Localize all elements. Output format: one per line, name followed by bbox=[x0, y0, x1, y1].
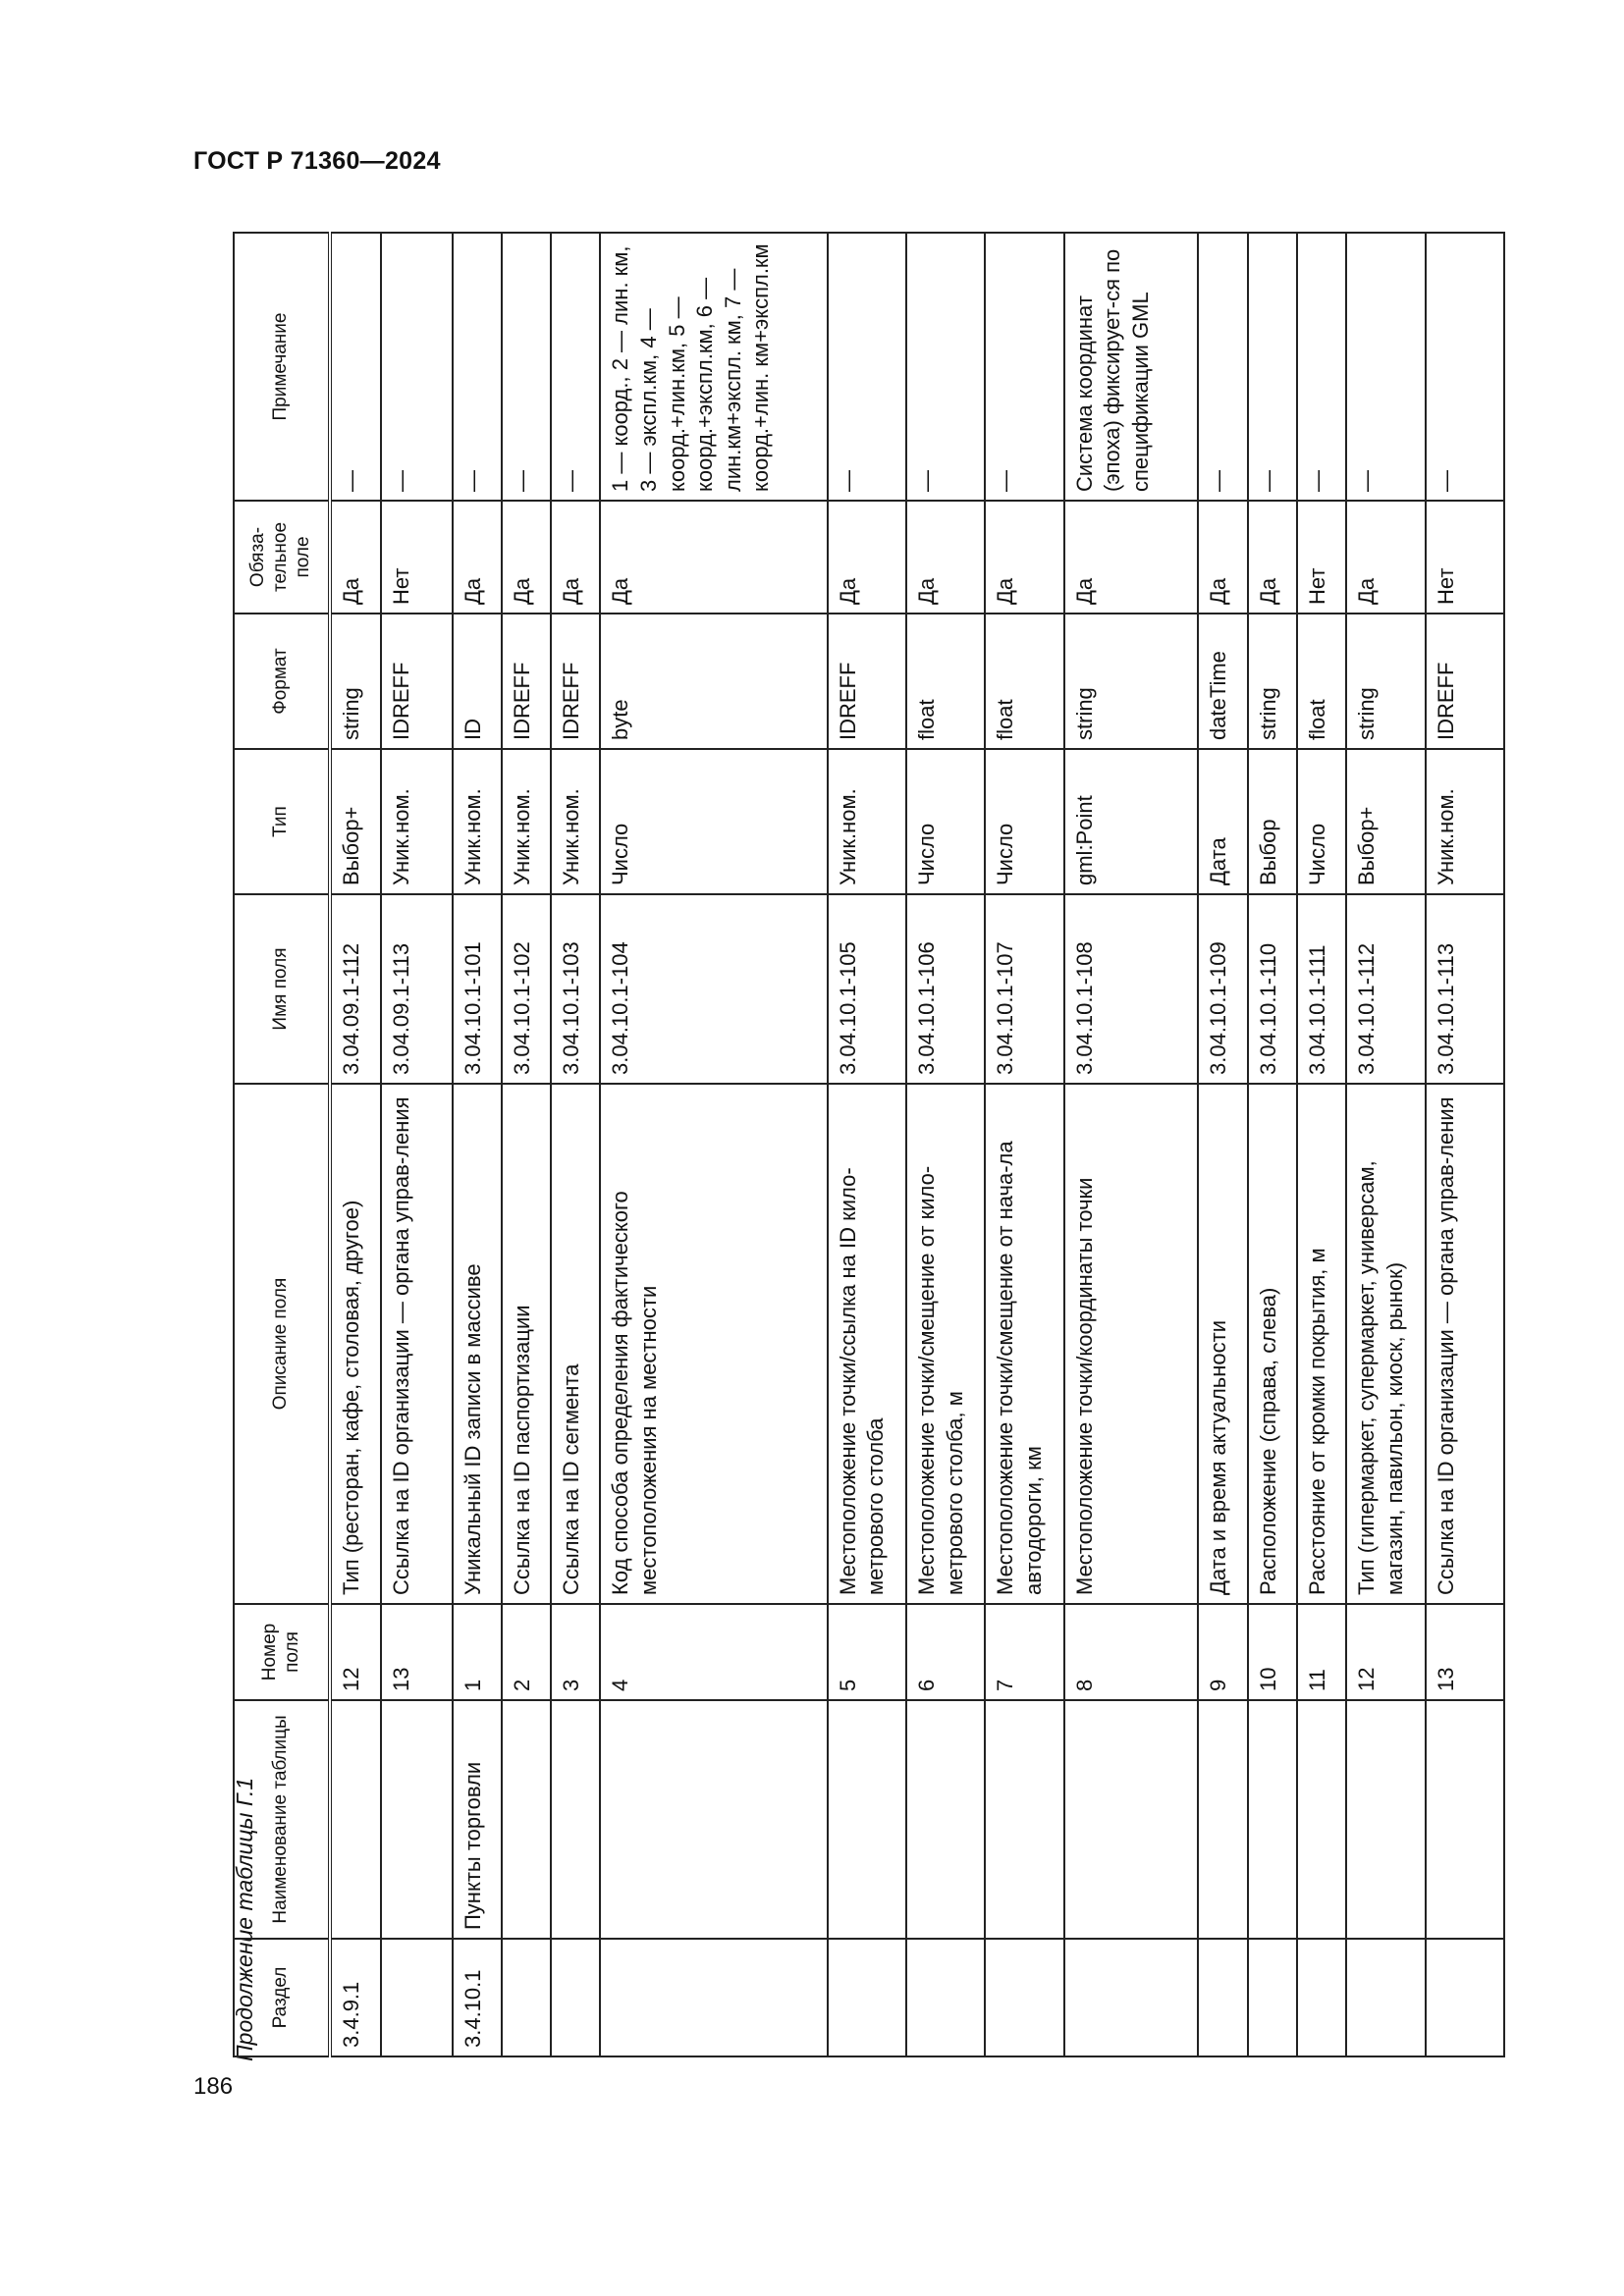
cell-description: Уникальный ID записи в массиве bbox=[453, 1084, 502, 1604]
cell-format: string bbox=[1064, 614, 1199, 749]
cell-section bbox=[381, 1939, 452, 2056]
cell-type: Уник.ном. bbox=[381, 749, 452, 894]
col-header-type: Тип bbox=[234, 749, 330, 894]
cell-table-name bbox=[1426, 1700, 1505, 1939]
cell-section: 3.4.9.1 bbox=[330, 1939, 381, 2056]
cell-field-name: 3.04.10.1-113 bbox=[1426, 894, 1505, 1084]
cell-description: Тип (ресторан, кафе, столовая, другое) bbox=[330, 1084, 381, 1604]
cell-type: Уник.ном. bbox=[551, 749, 600, 894]
cell-required: Да bbox=[502, 501, 551, 614]
page-number: 186 bbox=[193, 2073, 234, 2100]
cell-type: Число bbox=[1297, 749, 1346, 894]
cell-field-number: 9 bbox=[1198, 1604, 1247, 1700]
cell-section bbox=[906, 1939, 985, 2056]
cell-format: byte bbox=[600, 614, 827, 749]
cell-note: — bbox=[906, 233, 985, 501]
cell-section: 3.4.10.1 bbox=[453, 1939, 502, 2056]
cell-note: — bbox=[1346, 233, 1425, 501]
cell-note: — bbox=[1426, 233, 1505, 501]
cell-note: — bbox=[985, 233, 1063, 501]
cell-required: Да bbox=[453, 501, 502, 614]
cell-note: — bbox=[1198, 233, 1247, 501]
cell-description: Дата и время актуальности bbox=[1198, 1084, 1247, 1604]
cell-format: float bbox=[985, 614, 1063, 749]
cell-section bbox=[1297, 1939, 1346, 2056]
cell-field-name: 3.04.10.1-109 bbox=[1198, 894, 1247, 1084]
table-row bbox=[1198, 233, 1247, 2056]
cell-description: Расположение (справа, слева) bbox=[1248, 1084, 1297, 1604]
cell-type: Число bbox=[600, 749, 827, 894]
cell-field-name: 3.04.10.1-112 bbox=[1346, 894, 1425, 1084]
cell-type: gml:Point bbox=[1064, 749, 1199, 894]
cell-field-number: 10 bbox=[1248, 1604, 1297, 1700]
cell-required: Нет bbox=[1426, 501, 1505, 614]
cell-type: Уник.ном. bbox=[502, 749, 551, 894]
cell-description: Ссылка на ID организации — органа управ-ления bbox=[381, 1084, 452, 1604]
table-row bbox=[906, 233, 985, 2056]
cell-description: Местоположение точки/смещение от нача-ла автодороги, км bbox=[985, 1084, 1063, 1604]
cell-required: Нет bbox=[1297, 501, 1346, 614]
cell-section bbox=[828, 1939, 906, 2056]
cell-field-name: 3.04.10.1-104 bbox=[600, 894, 827, 1084]
cell-section bbox=[1198, 1939, 1247, 2056]
cell-description: Расстояние от кромки покрытия, м bbox=[1297, 1084, 1346, 1604]
cell-field-number: 5 bbox=[828, 1604, 906, 1700]
table-body bbox=[330, 233, 1504, 2056]
table-row bbox=[985, 233, 1063, 2056]
cell-table-name bbox=[1248, 1700, 1297, 1939]
table-row bbox=[828, 233, 906, 2056]
cell-table-name bbox=[1198, 1700, 1247, 1939]
col-header-required: Обяза-тельное поле bbox=[234, 501, 330, 614]
cell-section bbox=[985, 1939, 1063, 2056]
cell-format: ID bbox=[453, 614, 502, 749]
cell-table-name bbox=[551, 1700, 600, 1939]
cell-table-name bbox=[381, 1700, 452, 1939]
cell-type: Уник.ном. bbox=[1426, 749, 1505, 894]
table-row bbox=[1064, 233, 1199, 2056]
cell-section bbox=[1064, 1939, 1199, 2056]
col-header-description: Описание поля bbox=[234, 1084, 330, 1604]
cell-note: — bbox=[828, 233, 906, 501]
cell-field-name: 3.04.09.1-113 bbox=[381, 894, 452, 1084]
cell-format: float bbox=[906, 614, 985, 749]
cell-table-name bbox=[906, 1700, 985, 1939]
cell-note: — bbox=[453, 233, 502, 501]
cell-field-name: 3.04.10.1-105 bbox=[828, 894, 906, 1084]
cell-description: Ссылка на ID сегмента bbox=[551, 1084, 600, 1604]
cell-format: IDREFF bbox=[551, 614, 600, 749]
cell-field-name: 3.04.09.1-112 bbox=[330, 894, 381, 1084]
cell-section bbox=[1426, 1939, 1505, 2056]
table-row bbox=[1346, 233, 1425, 2056]
cell-table-name: Пункты торговли bbox=[453, 1700, 502, 1939]
cell-field-number: 6 bbox=[906, 1604, 985, 1700]
cell-format: IDREFF bbox=[1426, 614, 1505, 749]
cell-type: Выбор bbox=[1248, 749, 1297, 894]
cell-type: Уник.ном. bbox=[828, 749, 906, 894]
spec-table bbox=[233, 232, 1505, 2057]
cell-required: Да bbox=[1198, 501, 1247, 614]
cell-table-name bbox=[330, 1700, 381, 1939]
cell-description: Ссылка на ID паспортизации bbox=[502, 1084, 551, 1604]
cell-note: — bbox=[330, 233, 381, 501]
cell-section bbox=[1248, 1939, 1297, 2056]
cell-description: Тип (гипермаркет, супермаркет, универсам, магазин, павильон, киоск, рынок) bbox=[1346, 1084, 1425, 1604]
table-row bbox=[381, 233, 452, 2056]
cell-field-name: 3.04.10.1-103 bbox=[551, 894, 600, 1084]
cell-type: Выбор+ bbox=[1346, 749, 1425, 894]
cell-field-number: 13 bbox=[381, 1604, 452, 1700]
cell-field-number: 13 bbox=[1426, 1604, 1505, 1700]
cell-format: string bbox=[330, 614, 381, 749]
table-row bbox=[1248, 233, 1297, 2056]
cell-description: Местоположение точки/координаты точки bbox=[1064, 1084, 1199, 1604]
cell-type: Уник.ном. bbox=[453, 749, 502, 894]
table-row bbox=[330, 233, 381, 2056]
cell-field-number: 11 bbox=[1297, 1604, 1346, 1700]
cell-format: string bbox=[1248, 614, 1297, 749]
col-header-section: Раздел bbox=[234, 1939, 330, 2056]
cell-description: Код способа определения фактического местоположения на местности bbox=[600, 1084, 827, 1604]
table-row bbox=[1426, 233, 1505, 2056]
cell-format: float bbox=[1297, 614, 1346, 749]
cell-table-name bbox=[1297, 1700, 1346, 1939]
col-header-note: Примечание bbox=[234, 233, 330, 501]
cell-table-name bbox=[828, 1700, 906, 1939]
document-header: ГОСТ Р 71360—2024 bbox=[193, 147, 441, 175]
cell-note: — bbox=[1248, 233, 1297, 501]
cell-note: — bbox=[1297, 233, 1346, 501]
table-row bbox=[600, 233, 827, 2056]
cell-field-name: 3.04.10.1-102 bbox=[502, 894, 551, 1084]
cell-field-name: 3.04.10.1-107 bbox=[985, 894, 1063, 1084]
cell-description: Местоположение точки/смещение от кило-метрового столба, м bbox=[906, 1084, 985, 1604]
cell-type: Число bbox=[906, 749, 985, 894]
table-caption: Продолжение таблицы Г.1 bbox=[232, 1777, 257, 2061]
cell-required: Да bbox=[330, 501, 381, 614]
cell-type: Выбор+ bbox=[330, 749, 381, 894]
cell-table-name bbox=[985, 1700, 1063, 1939]
cell-note: — bbox=[381, 233, 452, 501]
rotated-table-wrapper bbox=[233, 234, 1505, 2057]
cell-field-name: 3.04.10.1-101 bbox=[453, 894, 502, 1084]
cell-required: Да bbox=[906, 501, 985, 614]
cell-table-name bbox=[502, 1700, 551, 1939]
table-row bbox=[502, 233, 551, 2056]
cell-description: Ссылка на ID организации — органа управ-ления bbox=[1426, 1084, 1505, 1604]
cell-field-name: 3.04.10.1-110 bbox=[1248, 894, 1297, 1084]
cell-field-number: 4 bbox=[600, 1604, 827, 1700]
col-header-field-number: Номер поля bbox=[234, 1604, 330, 1700]
cell-required: Да bbox=[985, 501, 1063, 614]
cell-field-number: 3 bbox=[551, 1604, 600, 1700]
cell-type: Число bbox=[985, 749, 1063, 894]
cell-field-number: 8 bbox=[1064, 1604, 1199, 1700]
cell-required: Да bbox=[551, 501, 600, 614]
cell-section bbox=[600, 1939, 827, 2056]
cell-field-number: 1 bbox=[453, 1604, 502, 1700]
cell-description: Местоположение точки/ссылка на ID кило-метрового столба bbox=[828, 1084, 906, 1604]
cell-field-number: 7 bbox=[985, 1604, 1063, 1700]
table-row bbox=[551, 233, 600, 2056]
cell-format: IDREFF bbox=[828, 614, 906, 749]
cell-note: Система координат (эпоха) фиксирует-ся по спецификации GML bbox=[1064, 233, 1199, 501]
cell-required: Нет bbox=[381, 501, 452, 614]
col-header-format: Формат bbox=[234, 614, 330, 749]
cell-table-name bbox=[1346, 1700, 1425, 1939]
cell-format: dateTime bbox=[1198, 614, 1247, 749]
cell-field-name: 3.04.10.1-108 bbox=[1064, 894, 1199, 1084]
cell-format: string bbox=[1346, 614, 1425, 749]
cell-format: IDREFF bbox=[502, 614, 551, 749]
col-header-table-name: Наименование таблицы bbox=[234, 1700, 330, 1939]
cell-required: Да bbox=[1064, 501, 1199, 614]
table-row bbox=[453, 233, 502, 2056]
cell-section bbox=[1346, 1939, 1425, 2056]
table-header-row bbox=[234, 233, 330, 2056]
cell-note: 1 — коорд., 2 — лин. км, 3 — экспл.км, 4 — коорд.+лин.км, 5 — коорд.+экспл.км, 6 — лин.км+экспл. км, 7 — коорд.+лин. км+экспл.км bbox=[600, 233, 827, 501]
cell-field-name: 3.04.10.1-111 bbox=[1297, 894, 1346, 1084]
cell-note: — bbox=[502, 233, 551, 501]
cell-field-number: 2 bbox=[502, 1604, 551, 1700]
cell-format: IDREFF bbox=[381, 614, 452, 749]
cell-table-name bbox=[1064, 1700, 1199, 1939]
col-header-field-name: Имя поля bbox=[234, 894, 330, 1084]
cell-section bbox=[551, 1939, 600, 2056]
cell-note: — bbox=[551, 233, 600, 501]
cell-table-name bbox=[600, 1700, 827, 1939]
cell-required: Да bbox=[1248, 501, 1297, 614]
table-row bbox=[1297, 233, 1346, 2056]
cell-field-number: 12 bbox=[1346, 1604, 1425, 1700]
cell-required: Да bbox=[1346, 501, 1425, 614]
cell-type: Дата bbox=[1198, 749, 1247, 894]
cell-field-number: 12 bbox=[330, 1604, 381, 1700]
cell-field-name: 3.04.10.1-106 bbox=[906, 894, 985, 1084]
cell-section bbox=[502, 1939, 551, 2056]
cell-required: Да bbox=[600, 501, 827, 614]
cell-required: Да bbox=[828, 501, 906, 614]
